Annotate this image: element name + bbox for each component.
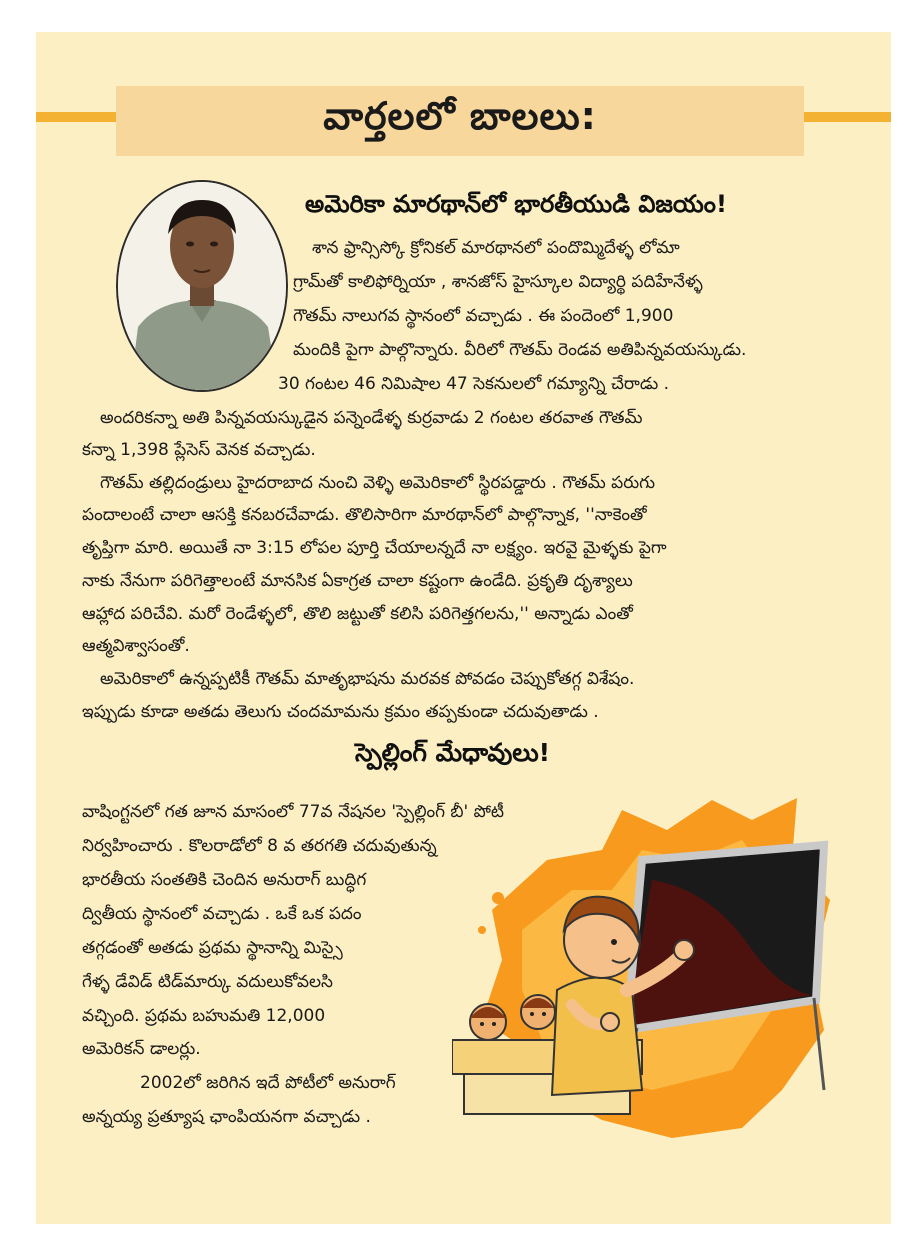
story1-line: కన్నా 1,398 ప్లేసెస్ వెనక వచ్చాడు. — [82, 440, 316, 460]
story1-line: అందరికన్నా అతి పిన్నవయస్కుడైన పన్నెండేళ్ళ కుర్రవాడు 2 గంటల తరవాత గౌతమ్ — [100, 408, 643, 428]
story1-line: నాకు నేనుగా పరిగెత్తాలంటే మానసిక ఏకాగ్రత చాలా కష్టంగా ఉండేది. ప్రకృతి దృశ్యాలు — [82, 571, 633, 591]
story1-line: ఇప్పుడు కూడా అతడు తెలుగు చందమామను క్రమం తప్పకుండా చదువుతాడు . — [82, 702, 599, 722]
story1-line: గ్రామ్‌తో కాలిఫోర్నియా , శానజోస్ హైస్కూల విద్యార్థి పదిహేనేళ్ళ — [293, 272, 703, 292]
section-title: వార్తలలో బాలలు: — [323, 94, 597, 138]
story2-line: నిర్వహించారు . కొలరాడోలో 8 వ తరగతి చదువుతున్న — [82, 836, 437, 856]
story2-line: ద్వితీయ స్థానంలో వచ్చాడు . ఒకే ఒక పదం — [82, 904, 362, 924]
story2-line: వాషింగ్టనలో గత జూన మాసంలో 77వ నేషనల 'స్పెల్లింగ్ బీ' పోటీ — [82, 802, 505, 822]
story1-line: మందికి పైగా పాల్గొన్నారు. వీరిలో గౌతమ్ రెండవ అతిపిన్నవయస్కుడు. — [293, 340, 747, 360]
story2-line: తగ్గడంతో అతడు ప్రథమ స్థానాన్ని మిస్సై — [82, 938, 343, 958]
story1-line: ఆహ్లాద పరిచేవి. మరో రెండేళ్ళలో, తొలి జట్టుతో కలిసి పరిగెత్తగలను,'' అన్నాడు ఎంతో — [82, 604, 633, 624]
story2-line: అమెరికన్ డాలర్లు. — [82, 1039, 201, 1059]
story1-line: పందాలంటే చాలా ఆసక్తి కనబరచేవాడు. తొలిసారిగా మారథాన్‌లో పాల్గొన్నాక, ''నాకెంతో — [82, 505, 647, 525]
story1-headline: అమెరికా మారథాన్‌లో భారతీయుడి విజయం! — [305, 190, 727, 218]
story1-line: తృప్తిగా మారి. అయితే నా 3:15 లోపల పూర్తి చేయాలన్నదే నా లక్ష్యం. ఇరవై మైళ్ళకు పైగా — [82, 538, 667, 558]
story1-line: శాన ఫ్రాన్సిస్కో క్రోనికల్ మారథానలో పందొమ్మిదేళ్ళ లోమా — [312, 238, 680, 258]
blackboard-illustration — [452, 790, 834, 1140]
story1-line: అమెరికాలో ఉన్నప్పటికీ గౌతమ్ మాతృభాషను మరవక పోవడం చెప్పుకోతగ్గ విశేషం. — [100, 669, 635, 689]
runner-photo-illustration — [118, 182, 286, 390]
story2-line: భారతీయ సంతతికి చెందిన అనురాగ్ బుద్ధిగ — [82, 870, 367, 890]
story2-line: గేళ్ళ డేవిడ్ టిడ్‌మార్కు వదులుకోవలసి — [82, 972, 333, 992]
story2-line: 2002లో జరిగిన ఇదే పోటీలో అనురాగ్ — [140, 1073, 396, 1093]
story2-headline: స్పెల్లింగ్ మేధావులు! — [355, 738, 551, 767]
child-blackboard-drawing — [452, 790, 834, 1140]
story1-line: గౌతమ్ తల్లిదండ్రులు హైదరాబాద నుంచి వెళ్ళి అమెరికాలో స్థిరపడ్డారు . గౌతమ్ పరుగు — [100, 473, 655, 493]
story2-line: అన్నయ్య ప్రత్యూష ఛాంపియనగా వచ్చాడు . — [82, 1107, 371, 1127]
header-stripe-right — [803, 112, 891, 122]
story1-line: ఆత్మవిశ్వాసంతో. — [82, 636, 190, 656]
story1-line: 30 గంటల 46 నిమిషాల 47 సెకనులలో గమ్యాన్ని చేరాడు . — [278, 374, 670, 394]
runner-portrait-photo — [116, 180, 288, 392]
header-stripe-left — [36, 112, 116, 122]
section-banner — [116, 86, 804, 156]
story1-line: గౌతమ్ నాలుగవ స్థానంలో వచ్చాడు . ఈ పందెంలో 1,900 — [293, 306, 674, 326]
story2-line: వచ్చింది. ప్రథమ బహుమతి 12,000 — [82, 1006, 326, 1026]
